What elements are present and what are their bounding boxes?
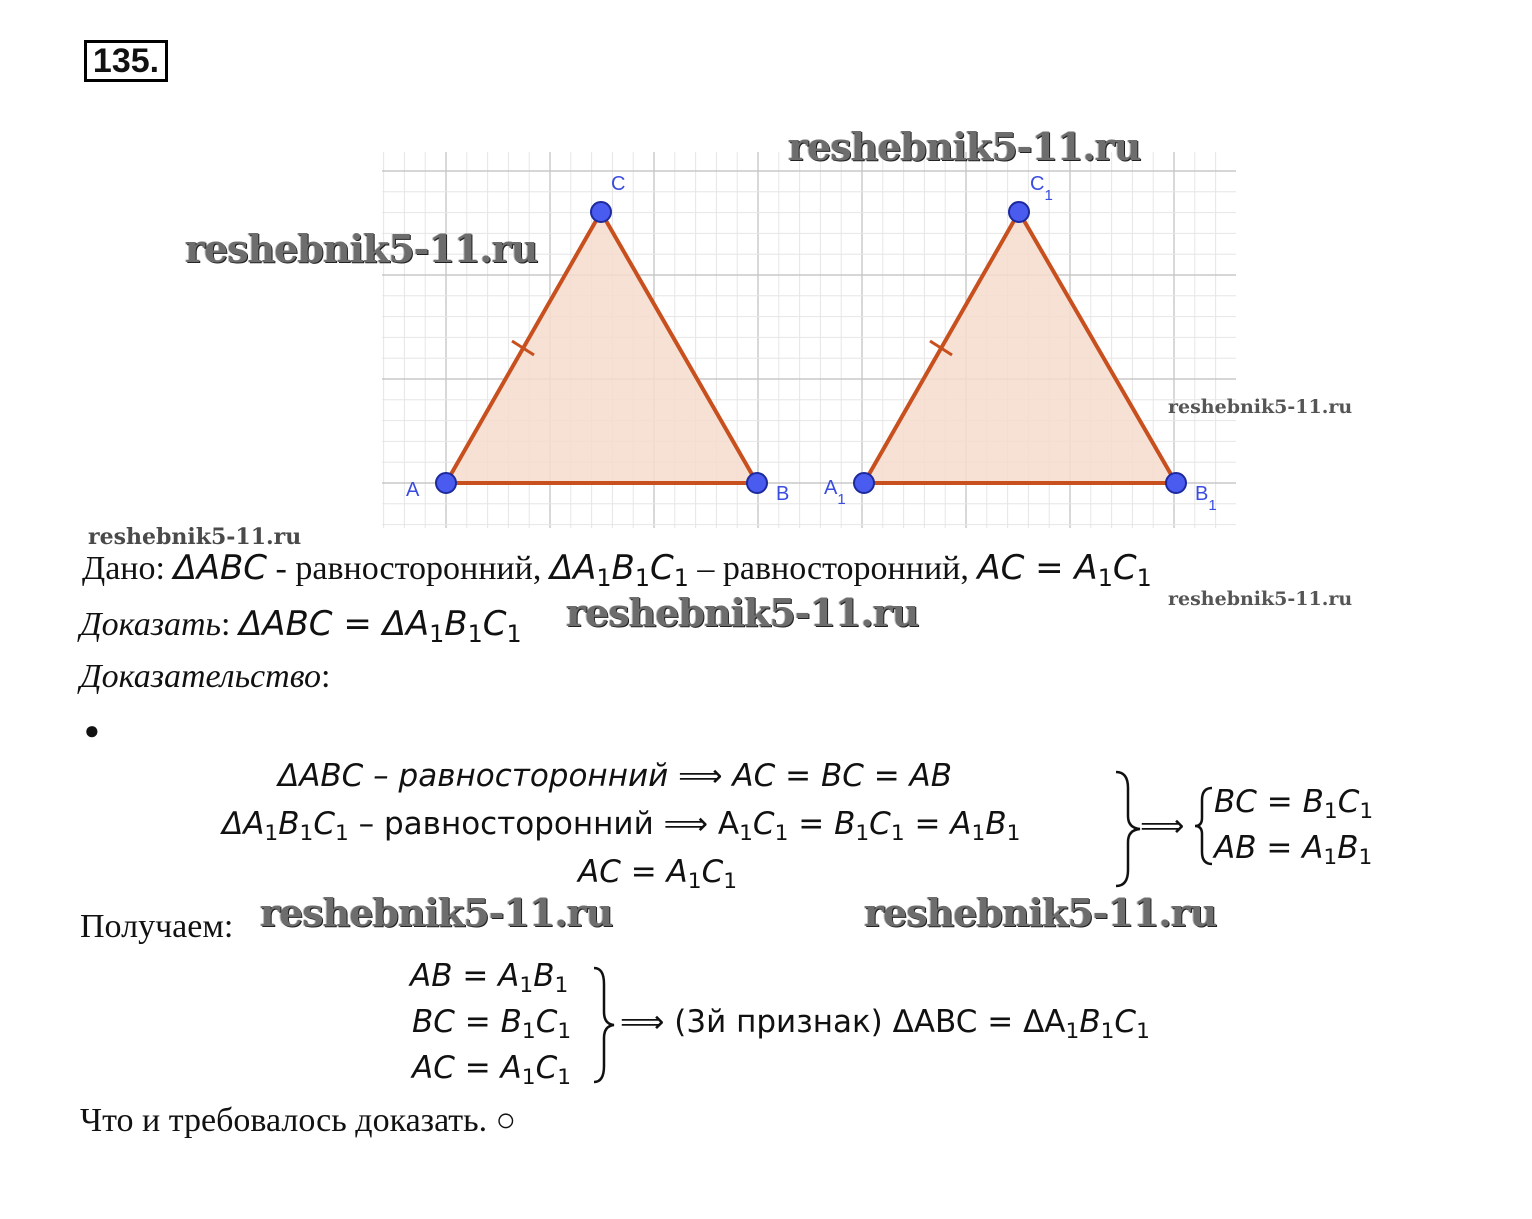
- triangle-a1b1c1: [864, 212, 1176, 483]
- label-a1: $A_1$: [824, 477, 846, 508]
- prove-label: Доказать: [80, 606, 221, 643]
- watermark: reshebnik5-11.ru: [1168, 588, 1353, 610]
- point-a1: [854, 473, 874, 493]
- watermark: reshebnik5-11.ru: [260, 890, 613, 935]
- system1-line1: ΔABC – равносторонний ⟹ AC = BC = AB: [278, 758, 953, 794]
- label-a: A: [406, 479, 420, 501]
- end-statement: Что и требовалось доказать. ○: [80, 1102, 517, 1139]
- right-brace-2: [590, 964, 620, 1086]
- point-b: [747, 473, 767, 493]
- watermark: reshebnik5-11.ru: [566, 590, 919, 635]
- system1-line3: AC = A1C1: [578, 854, 738, 895]
- given-triangle-abc: ΔABC: [173, 548, 268, 588]
- left-brace: [1192, 784, 1216, 868]
- given-word: - равносторонний,: [267, 550, 550, 587]
- watermark: reshebnik5-11.ru: [864, 890, 1217, 935]
- watermark: reshebnik5-11.ru: [185, 226, 538, 271]
- system1-result2: AB = A1B1: [1214, 830, 1373, 871]
- watermark: reshebnik5-11.ru: [1168, 396, 1353, 418]
- prove-expression: ΔABC = ΔA1B1C1: [238, 604, 522, 648]
- get-label: Получаем:: [80, 908, 234, 945]
- label-c1: $C_1$: [1030, 173, 1053, 204]
- problem-number: 135.: [84, 40, 168, 82]
- label-b: B: [776, 483, 790, 505]
- system2-line2: BC = B1C1: [412, 1004, 572, 1045]
- system1-result1: BC = B1C1: [1214, 784, 1374, 825]
- triangles-figure: [0, 0, 1532, 560]
- system1-arrow: ⟹: [1140, 808, 1185, 844]
- bullet: ●: [84, 716, 100, 745]
- given-word: – равносторонний,: [688, 550, 978, 587]
- system2-conclusion: ⟹ (3й признак) ΔABC = ΔA1B1C1: [620, 1004, 1150, 1045]
- point-a: [436, 473, 456, 493]
- given-triangle-a1b1c1: ΔA1B1C1: [549, 548, 689, 592]
- point-c1: [1009, 202, 1029, 222]
- point-c: [591, 202, 611, 222]
- label-c: C: [611, 173, 626, 195]
- system2-line3: AC = A1C1: [412, 1050, 572, 1091]
- system2-line1: AB = A1B1: [410, 958, 569, 999]
- given-label: Дано:: [82, 550, 165, 587]
- system1-line2: ΔA1B1C1 – равносторонний ⟹ A1C1 = B1C1 = A1B1: [222, 806, 1021, 847]
- watermark: reshebnik5-11.ru: [88, 524, 302, 550]
- prove-line: Доказать: ΔABC = ΔA1B1C1: [80, 604, 522, 648]
- proof-heading: Доказательство:: [80, 658, 331, 695]
- watermark: reshebnik5-11.ru: [788, 124, 1141, 169]
- label-b1: $B_1$: [1195, 483, 1217, 514]
- given-line: [82, 548, 1152, 592]
- point-b1: [1166, 473, 1186, 493]
- given-equality: AC = A1C1: [977, 548, 1152, 592]
